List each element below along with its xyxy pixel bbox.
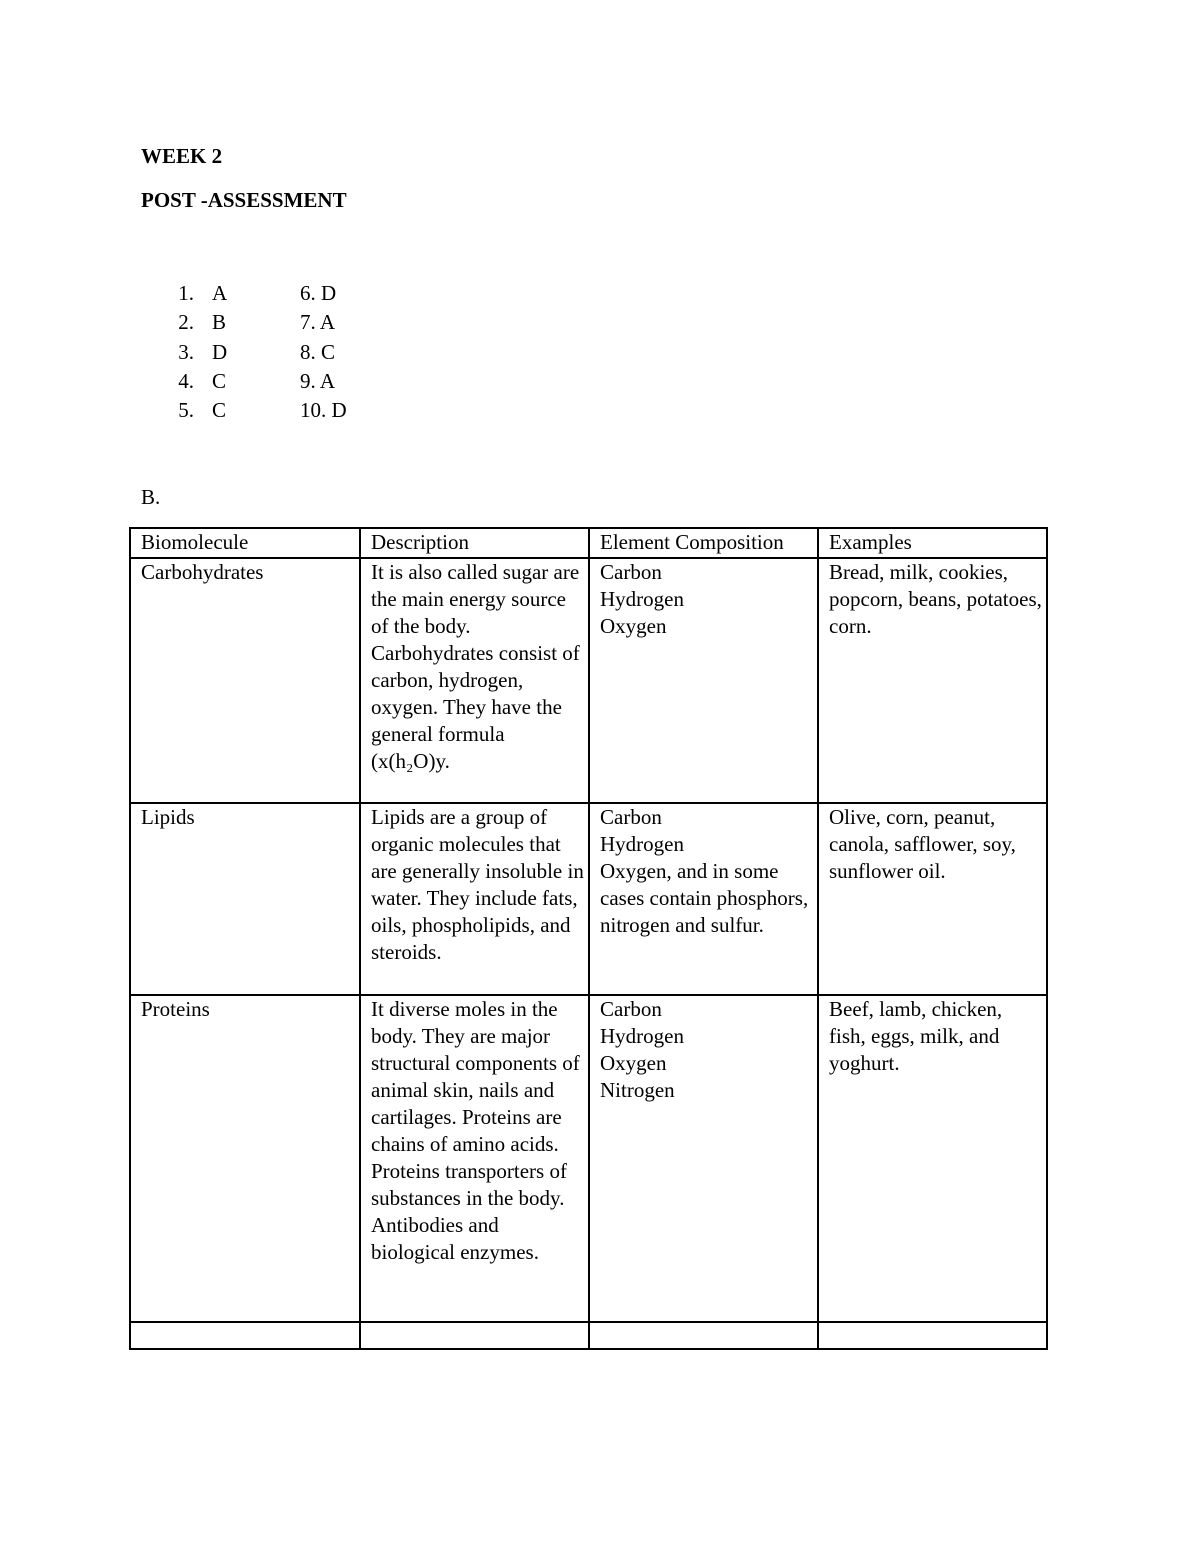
description-cell: Lipids are a group of organic molecules that are generally insoluble in water. They include fats, oils, phospholipids, and steroids. xyxy=(360,803,589,995)
table-header-row xyxy=(130,528,1047,558)
answer-letter: 8. C xyxy=(300,339,336,364)
elements-cell: Carbon Hydrogen Oxygen xyxy=(589,558,818,803)
answer-row xyxy=(172,279,380,308)
table-row xyxy=(130,558,1047,803)
answer-row xyxy=(172,338,380,367)
table-row xyxy=(130,995,1047,1322)
table-row xyxy=(130,1322,1047,1349)
answer-letter: 10. D xyxy=(300,398,347,423)
column-header-biomolecule: Biomolecule xyxy=(130,528,360,558)
answer-letter: D xyxy=(212,339,228,364)
description-cell xyxy=(360,1322,589,1349)
week-title: WEEK 2 xyxy=(141,144,223,168)
biomolecule-cell xyxy=(130,1322,360,1349)
table-row xyxy=(130,803,1047,995)
description-cell: It is also called sugar are the main energy source of the body. Carbohydrates consist of carbon, hydrogen, oxygen. They have the general formula (x(h₂O)y. xyxy=(360,558,589,803)
biomolecule-cell: Proteins xyxy=(130,995,360,1322)
answer-letter: 6. D xyxy=(300,281,337,305)
answer-letter: B xyxy=(212,310,227,335)
elements-cell xyxy=(589,1322,818,1349)
elements-cell: Carbon Hydrogen Oxygen, and in some cases contain phosphors, nitrogen and sulfur. xyxy=(589,803,818,995)
biomolecule-cell: Lipids xyxy=(130,803,360,995)
answer-letter: 7. A xyxy=(300,310,336,335)
answer-letter: C xyxy=(212,368,227,393)
answer-number: 5. xyxy=(178,398,194,423)
column-header-description: Description xyxy=(360,528,589,558)
answer-number: 1. xyxy=(178,281,194,305)
answer-row xyxy=(172,367,380,396)
answer-letter: 9. A xyxy=(300,368,336,393)
answer-key-list xyxy=(172,279,380,425)
answer-letter: A xyxy=(212,281,228,305)
biomolecule-table xyxy=(129,527,1048,1350)
column-header-element-composition: Element Composition xyxy=(589,528,818,558)
answer-number: 3. xyxy=(178,339,194,364)
answer-row xyxy=(172,396,380,425)
post-assessment-title: POST -ASSESSMENT xyxy=(141,188,347,212)
answer-number: 2. xyxy=(178,310,194,335)
examples-cell xyxy=(818,1322,1047,1349)
column-header-examples: Examples xyxy=(818,528,1047,558)
section-b-label: B. xyxy=(141,485,161,509)
answer-row xyxy=(172,308,380,337)
biomolecule-cell: Carbohydrates xyxy=(130,558,360,803)
examples-cell: Beef, lamb, chicken, fish, eggs, milk, and yoghurt. xyxy=(818,995,1047,1322)
examples-cell: Olive, corn, peanut, canola, safflower, soy, sunflower oil. xyxy=(818,803,1047,995)
description-cell: It diverse moles in the body. They are major structural components of animal skin, nails and cartilages. Proteins are chains of amino acids. Proteins transporters of substances in the body. Antibodies and biological enzymes. xyxy=(360,995,589,1322)
answer-letter: C xyxy=(212,398,227,423)
elements-cell: Carbon Hydrogen Oxygen Nitrogen xyxy=(589,995,818,1322)
examples-cell: Bread, milk, cookies, popcorn, beans, potatoes, corn. xyxy=(818,558,1047,803)
answer-number: 4. xyxy=(178,368,194,393)
